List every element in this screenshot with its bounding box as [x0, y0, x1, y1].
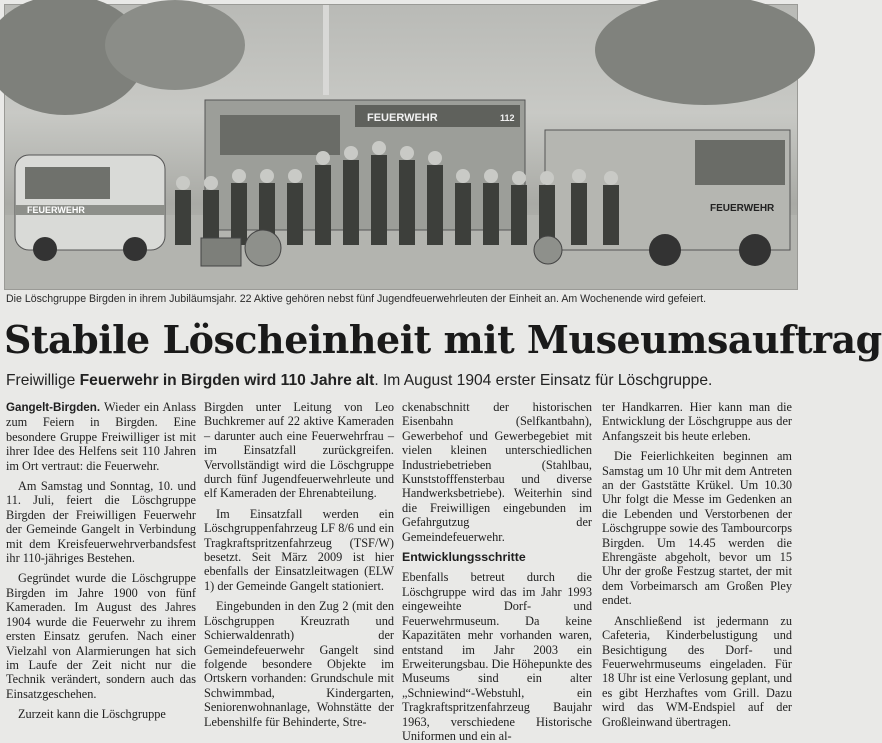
article-body: [6, 400, 796, 743]
paragraph-text: Wieder ein Anlass zum Feiern in Birgden. Eine besondere Gruppe Freiwilliger ist mit ihrer Idee des Helfens seit 110 Jahren im Ort vertraut: die Feuerwehr.: [6, 400, 196, 473]
paragraph: Im Einsatzfall werden ein Löschgruppenfahrzeug LF 8/6 und ein Tragkraftspritzenfahrzeug (TSF/W) besetzt. Seit März 2009 ist hier ebenfalls der Einsatzleitwagen (ELW 1) der Gemeinde Gangelt stationiert.: [204, 506, 394, 593]
truck-label: FEUERWEHR: [367, 112, 438, 124]
article-column-3: [402, 400, 592, 743]
article-column-1: [6, 400, 196, 722]
photo-caption: Die Löschgruppe Birgden in ihrem Jubiläumsjahr. 22 Aktive gehören nebst fünf Jugendfeuerwehrleuten der Einheit an. Am Wochenende wird gefeiert.: [6, 293, 707, 305]
van-label: FEUERWEHR: [27, 205, 85, 215]
paragraph: [6, 400, 196, 473]
truck-number: 112: [500, 113, 515, 123]
paragraph: Ebenfalls betreut durch die Löschgruppe wird das im Jahr 1993 eingeweihte Dorf- und Feuerwehrmuseum. Da keine Kapazitäten mehr vorhanden waren, entstand im Jahr 2003 ein Erweiterungsbau. Die Höhepunkte des Museums sind ein alter „Schniewind“-Webstuhl, ein Tragkraftspritzenfahrzeug Baujahr 1963, verschiedene Historische Uniformen und ein al-: [402, 570, 592, 743]
paragraph: Die Feierlichkeiten beginnen am Samstag um 10 Uhr mit dem Antreten an der Gaststätte Krükel. Um 10.30 Uhr folgt die Messe im Gedenken an die Lebenden und Verstorbenen der Löschgruppe sowie des Tambourcorps Birgden. Um 14.45 werden die Ehrengäste abgeholt, bevor um 15 Uhr der große Festzug startet, der mit dem Vorbeimarsch am Großen Pley endet.: [602, 449, 792, 608]
article-column-2: [204, 400, 394, 729]
subheadline: [6, 372, 796, 390]
fire-truck: [205, 100, 525, 230]
paragraph: ckenabschnitt der historischen Eisenbahn (Selfkantbahn), Gewerbehof und Gewerbegebiet mit vielen kleinen unterschiedlichen Industriebetrieben (Stahlbau, Kunststofffensterbau und diverse Handwerksbetriebe). Weiterhin sind die Freiwilligen eingebunden im Gefahrgutzug der Gemeindefeuerwehr.: [402, 400, 592, 544]
group-photo: [4, 4, 798, 290]
section-heading: Entwicklungsschritte: [402, 550, 526, 565]
paragraph: Am Samstag und Sonntag, 10. und 11. Juli, feiert die Löschgruppe Birgden der Freiwilligen Feuerwehr der Gemeinde Gangelt in Verbindung mit dem Kreisfeuerwehrverbandsfest ihr 110-jähriges Bestehen.: [6, 479, 196, 566]
van: [15, 155, 165, 261]
right-truck-label: FEUERWEHR: [710, 203, 775, 214]
subhead-bold: Feuerwehr in Birgden wird 110 Jahre alt: [79, 372, 375, 389]
paragraph: Gegründet wurde die Löschgruppe Birgden im Jahre 1900 von fünf Kameraden. Im August des Jahres 1904 wurde die Feuerwehr zu ihrem ersten Einsatz gerufen. Nach einer Vielzahl von Alarmierungen hat sich im Laufe der Zeit nicht nur die Technik verändert, sondern auch das Einsatzgeschehen.: [6, 571, 196, 701]
subhead-part1: Freiwillige: [6, 372, 80, 389]
paragraph: Eingebunden in den Zug 2 (mit den Löschgruppen Kreuzrath und Schierwaldenrath) der Gemeindefeuerwehr Gangelt sind folgende besondere Objekte im Ortskern vorhanden: Grundschule mit Schwimmbad, Kindergarten, Seniorenwohnanlage, Wohnstätte der Lebenshilfe für Behinderte, Stre-: [204, 599, 394, 729]
headline: Stabile Löscheinheit mit Museumsauftrag: [4, 317, 882, 362]
paragraph: ter Handkarren. Hier kann man die Entwicklung der Löschgruppe aus der Anfangszeit bis heute erleben.: [602, 400, 792, 443]
dateline: Gangelt-Birgden.: [6, 401, 101, 414]
article-column-4: [602, 400, 792, 729]
paragraph: Anschließend ist jedermann zu Cafeteria, Kinderbelustigung und Besichtigung des Dorf- und Feuerwehrmuseums eingeladen. Für 18 Uhr ist eine Verlosung geplant, und es gibt Herzhaftes vom Grill. Dazu wird das WM-Endspiel auf der Großleinwand übertragen.: [602, 613, 792, 729]
paragraph: Zurzeit kann die Löschgruppe: [18, 707, 166, 722]
subhead-part2: . Im August 1904 erster Einsatz für Löschgruppe.: [374, 372, 713, 389]
photo-illustration: [5, 5, 797, 289]
paragraph: Birgden unter Leitung von Leo Buchkremer auf 22 aktive Kameraden – darunter auch eine Feuerwehrfrau – im Einsatzfall zurückgreifen. Vervollständigt wird die Löschgruppe durch fünf Jugendfeuerwehrleute und elf Kameraden der Ehrenabteilung.: [204, 400, 394, 501]
